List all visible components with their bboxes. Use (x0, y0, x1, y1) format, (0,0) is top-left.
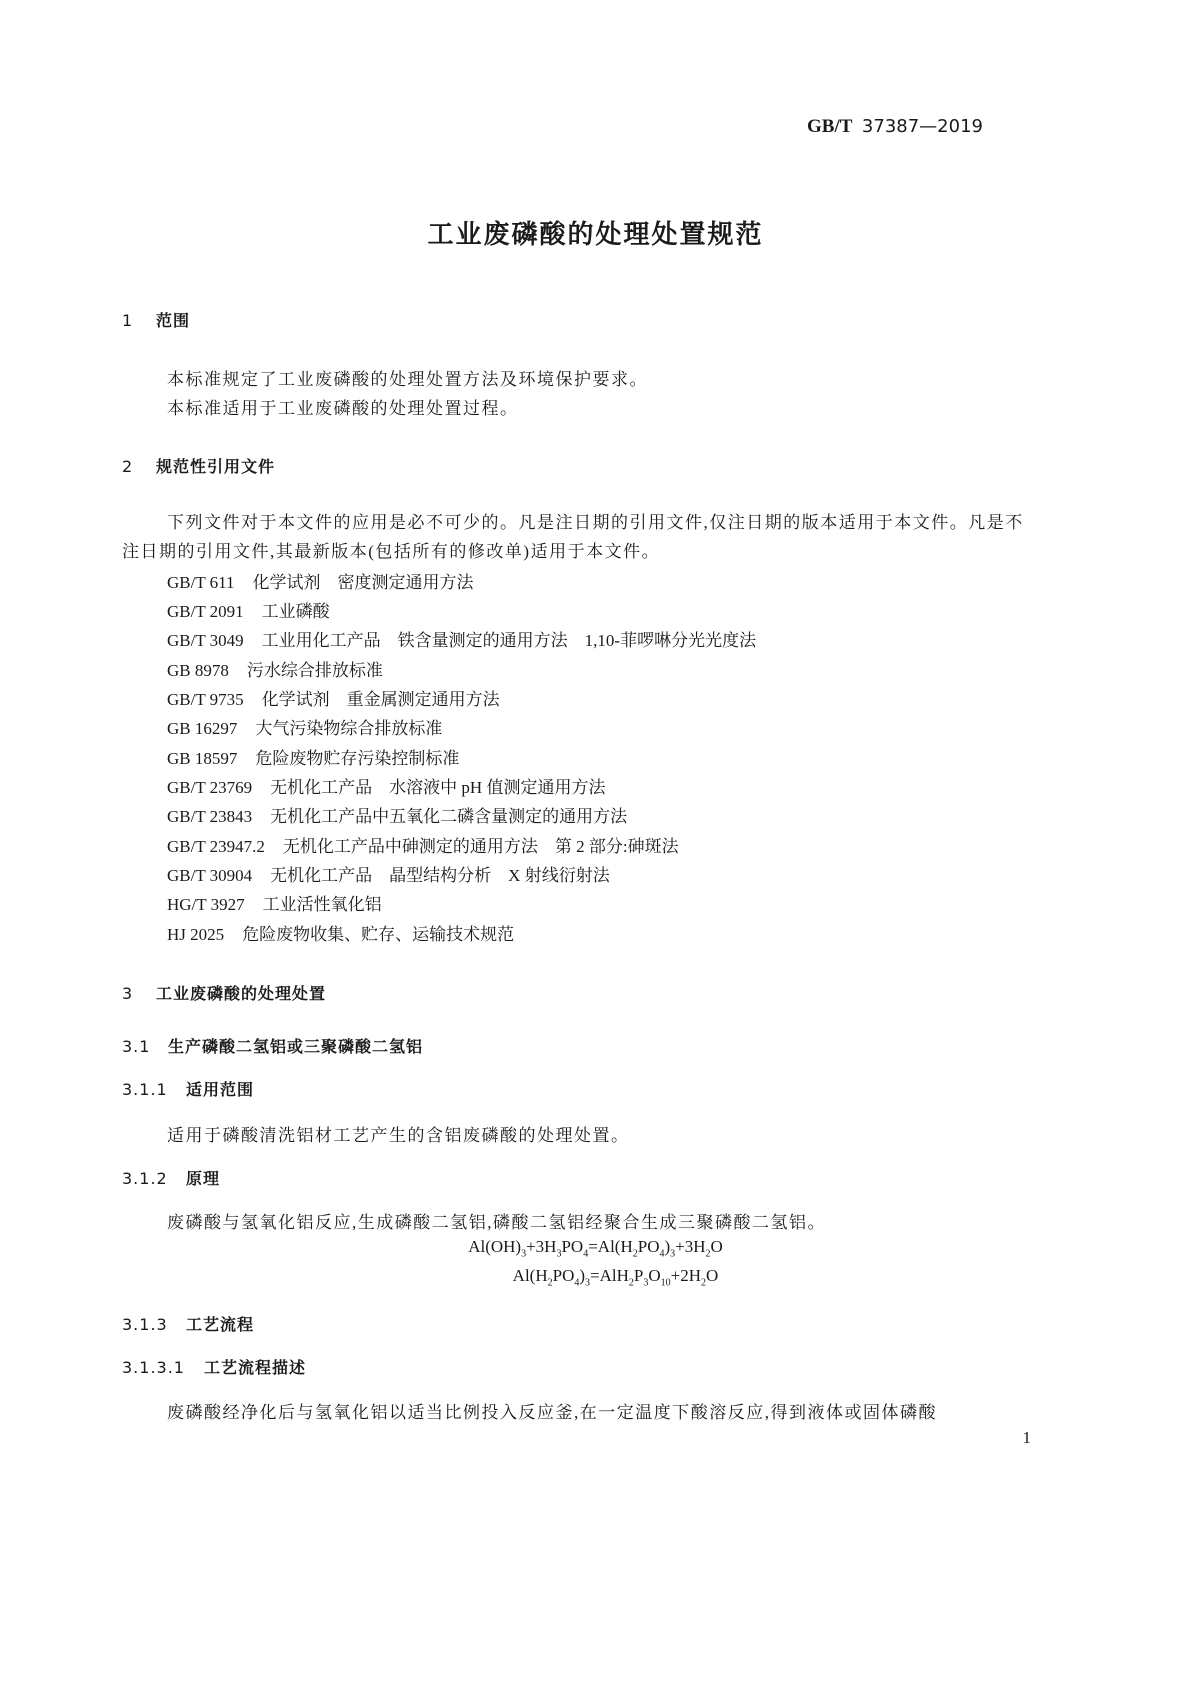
section-number: 3.1 (122, 1037, 151, 1056)
section-3-1-heading (122, 1034, 423, 1057)
paragraph: 本标准规定了工业废磷酸的处理处置方法及环境保护要求。 (167, 370, 648, 389)
section-title: 规范性引用文件 (156, 457, 276, 476)
reference-title: 无机化工产品 晶型结构分析 X 射线衍射法 (270, 866, 610, 885)
reference-item (167, 685, 500, 710)
section-3-1-2-heading (122, 1166, 220, 1189)
section-number: 1 (122, 311, 134, 330)
section-1-heading (122, 308, 190, 331)
section-title: 范围 (156, 311, 191, 330)
reference-code: GB/T 23769 (167, 778, 253, 797)
section-number: 3 (122, 984, 134, 1003)
reference-item (167, 597, 330, 622)
reference-title: 危险废物贮存污染控制标准 (255, 749, 460, 768)
reference-code: GB 18597 (167, 749, 238, 768)
reference-code: HG/T 3927 (167, 895, 245, 914)
reference-code: GB/T 3049 (167, 631, 244, 650)
reference-item (167, 890, 382, 915)
reference-item (167, 626, 756, 651)
chemical-equation-1: $Al(OH)_3+3H_3PO_4=Al(H_2PO_4)_3+3H_2O$ (468, 1237, 723, 1260)
section-title: 工艺流程描述 (204, 1358, 307, 1377)
section-3-heading (122, 981, 326, 1004)
reference-title: 无机化工产品中五氧化二磷含量测定的通用方法 (270, 807, 628, 826)
standard-prefix: GB/T (807, 116, 853, 137)
section-number: 3.1.3.1 (122, 1358, 185, 1377)
section-title: 生产磷酸二氢铝或三聚磷酸二氢铝 (168, 1037, 424, 1056)
section-number: 3.1.2 (122, 1169, 168, 1188)
document-title: 工业废磷酸的处理处置规范 (427, 220, 764, 250)
section-title: 适用范围 (186, 1080, 255, 1099)
reference-item (167, 744, 459, 769)
section-number: 2 (122, 457, 134, 476)
standard-number: 37387—2019 (861, 116, 983, 137)
reference-title: 工业用化工产品 铁含量测定的通用方法 1,10-菲啰啉分光光度法 (261, 631, 757, 650)
reference-code: GB/T 9735 (167, 690, 244, 709)
reference-title: 无机化工产品中砷测定的通用方法 第 2 部分:砷斑法 (282, 837, 679, 856)
section-2-heading (122, 454, 275, 477)
reference-code: GB 8978 (167, 661, 229, 680)
reference-code: GB/T 23947.2 (167, 837, 265, 856)
reference-item (167, 773, 605, 798)
reference-code: GB/T 23843 (167, 807, 253, 826)
paragraph: 适用于磷酸清洗铝材工艺产生的含铝废磷酸的处理处置。 (167, 1126, 630, 1145)
reference-title: 化学试剂 密度测定通用方法 (252, 573, 474, 592)
paragraph: 废磷酸经净化后与氢氧化铝以适当比例投入反应釜,在一定温度下酸溶反应,得到液体或固体磷酸 (167, 1403, 937, 1422)
reference-item (167, 832, 679, 857)
section-title: 工业废磷酸的处理处置 (156, 984, 327, 1003)
reference-item (167, 802, 627, 827)
reference-title: 无机化工产品 水溶液中 pH 值测定通用方法 (270, 778, 606, 797)
section-title: 工艺流程 (186, 1315, 255, 1334)
section-3-1-1-heading (122, 1077, 254, 1100)
reference-title: 工业磷酸 (261, 602, 330, 621)
reference-item (167, 920, 514, 945)
section-title: 原理 (186, 1169, 221, 1188)
standard-code (807, 116, 983, 138)
reference-title: 大气污染物综合排放标准 (255, 719, 443, 738)
reference-code: GB/T 30904 (167, 866, 253, 885)
reference-item (167, 861, 610, 886)
section-number: 3.1.3 (122, 1315, 168, 1334)
section-number: 3.1.1 (122, 1080, 168, 1099)
references-intro: 下列文件对于本文件的应用是必不可少的。凡是注日期的引用文件,仅注日期的版本适用于本文件。凡是不注日期的引用文件,其最新版本(包括所有的修改单)适用于本文件。 (122, 513, 1024, 561)
section-3-1-3-heading (122, 1312, 254, 1335)
reference-title: 污水综合排放标准 (246, 661, 383, 680)
reference-title: 化学试剂 重金属测定通用方法 (261, 690, 500, 709)
section-3-1-3-1-heading (122, 1355, 306, 1378)
reference-title: 危险废物收集、贮存、运输技术规范 (242, 925, 515, 944)
reference-code: HJ 2025 (167, 925, 225, 944)
paragraph: 本标准适用于工业废磷酸的处理处置过程。 (167, 399, 519, 418)
reference-code: GB 16297 (167, 719, 238, 738)
chemical-equation-2: $Al(H_2PO_4)_3=AlH_2P_3O_{10}+2H_2O$ (512, 1266, 719, 1289)
reference-code: GB/T 611 (167, 573, 235, 592)
page-number: 1 (1022, 1428, 1031, 1447)
reference-item (167, 656, 383, 681)
reference-item (167, 568, 474, 593)
reference-item (167, 714, 442, 739)
reference-code: GB/T 2091 (167, 602, 244, 621)
paragraph: 废磷酸与氢氧化铝反应,生成磷酸二氢铝,磷酸二氢铝经聚合生成三聚磷酸二氢铝。 (167, 1213, 826, 1232)
reference-title: 工业活性氧化铝 (262, 895, 382, 914)
